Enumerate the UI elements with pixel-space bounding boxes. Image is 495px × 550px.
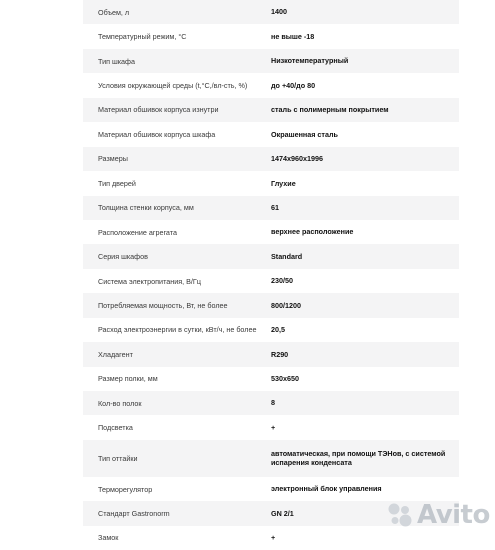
spec-row — [83, 269, 459, 293]
spec-value: 1400 — [271, 7, 287, 17]
spec-key: Размер полки, мм — [98, 374, 158, 384]
spec-row — [83, 220, 459, 244]
spec-key: Тип дверей — [98, 178, 136, 188]
spec-key: Подсветка — [98, 423, 133, 433]
spec-value: 8 — [271, 398, 275, 408]
spec-key: Температурный режим, °C — [98, 32, 187, 42]
spec-row — [83, 49, 459, 73]
spec-key: Замок — [98, 533, 119, 543]
spec-key: Толщина стенки корпуса, мм — [98, 203, 194, 213]
spec-key: Тип оттайки — [98, 453, 138, 463]
spec-value: не выше -18 — [271, 31, 315, 41]
spec-value: Standard — [271, 251, 303, 261]
spec-key: Серия шкафов — [98, 252, 148, 262]
spec-key: Условия окружающей среды (t,°C,/вл-сть, %) — [98, 81, 248, 91]
spec-row — [83, 293, 459, 317]
spec-value: 530х650 — [271, 374, 299, 384]
spec-value: 61 — [271, 202, 279, 212]
spec-row — [83, 24, 459, 48]
spec-value: 1474х960х1996 — [271, 154, 323, 164]
spec-row — [83, 318, 459, 342]
spec-key: Материал обшивок корпуса шкафа — [98, 129, 216, 139]
spec-value: до +40/до 80 — [271, 80, 316, 90]
spec-key: Хладагент — [98, 349, 133, 359]
spec-key: Тип шкафа — [98, 56, 135, 66]
spec-key: Расход электроэнергии в сутки, кВт/ч, не более — [98, 325, 257, 335]
avito-logo-icon — [387, 502, 413, 528]
spec-value: Окрашенная сталь — [271, 129, 338, 139]
spec-value: 230/50 — [271, 276, 293, 286]
spec-row — [83, 196, 459, 220]
avito-watermark — [387, 500, 490, 530]
spec-value: верхнее расположение — [271, 227, 354, 237]
spec-row — [83, 342, 459, 366]
spec-key: Кол-во полок — [98, 398, 142, 408]
spec-row — [83, 73, 459, 97]
spec-key: Потребляемая мощность, Вт, не более — [98, 300, 228, 310]
spec-value: 20,5 — [271, 325, 285, 335]
spec-row — [83, 367, 459, 391]
spec-key: Размеры — [98, 154, 128, 164]
spec-value: GN 2/1 — [271, 508, 294, 518]
watermark-text: Avito — [417, 500, 490, 530]
spec-key: Стандарт Gastronorm — [98, 509, 170, 519]
spec-row — [83, 122, 459, 146]
spec-key: Расположение агрегата — [98, 227, 177, 237]
spec-row — [83, 244, 459, 268]
spec-key: Система электропитания, В/Гц — [98, 276, 201, 286]
spec-row — [83, 0, 459, 24]
spec-row — [83, 477, 459, 501]
spec-row — [83, 171, 459, 195]
spec-value: электронный блок управления — [271, 484, 382, 494]
spec-value: + — [271, 533, 276, 543]
spec-value: Глухие — [271, 178, 296, 188]
spec-key: Терморегулятор — [98, 484, 153, 494]
spec-value: R290 — [271, 349, 289, 359]
spec-row — [83, 98, 459, 122]
spec-value: автоматическая, при помощи ТЭНов, с системой испарения конденсата — [271, 448, 446, 468]
spec-value: + — [271, 422, 276, 432]
spec-row — [83, 391, 459, 415]
specs-table — [83, 0, 459, 550]
spec-row — [83, 440, 459, 477]
spec-value: сталь с полимерным покрытием — [271, 105, 389, 115]
spec-value: Низкотемпературный — [271, 56, 349, 66]
spec-key: Материал обшивок корпуса изнутри — [98, 105, 219, 115]
spec-row — [83, 147, 459, 171]
spec-row — [83, 415, 459, 439]
spec-key: Объем, л — [98, 7, 130, 17]
spec-value: 800/1200 — [271, 300, 301, 310]
